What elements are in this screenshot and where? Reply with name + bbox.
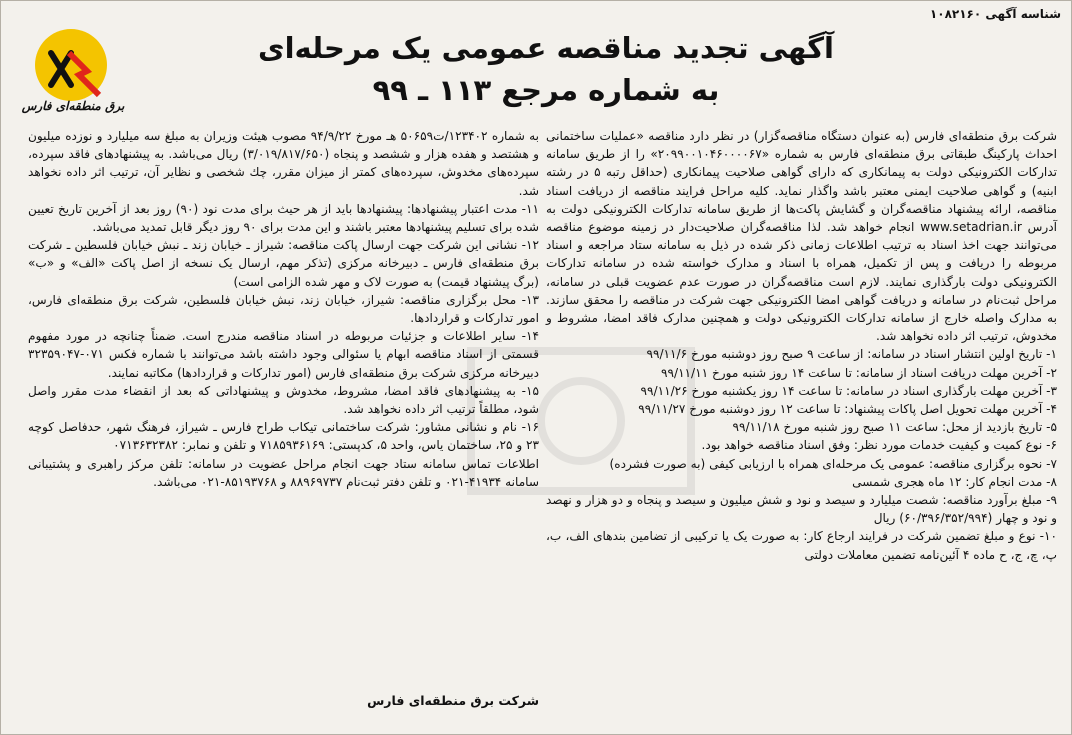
paragraph: ۷- نحوه برگزاری مناقصه: عمومی یک مرحله‌ای همراه با ارزیابی کیفی (به صورت فشرده) (609, 456, 1057, 471)
right-column (546, 127, 1057, 564)
paragraph: اطلاعات تماس سامانه ستاد جهت انجام مراحل عضویت در سامانه: تلفن مرکز راهبری و پشتیبانی سامانه ۴۱۹۳۴-۰۲۱ و تلفن دفتر ثبت‌نام ۸۸۹۶۹۷۳۷ و ۸۵۱۹۳۷۶۸-۰۲۱ می‌باشد. (28, 456, 539, 489)
ad-id: شناسه آگهی ۱۰۸۲۱۶۰ (929, 7, 1061, 21)
paragraph: ۱۴- سایر اطلاعات و جزئیات مربوطه در اسناد مناقصه مندرج است. ضمناً چنانچه در مورد مفهوم قسمتی از اسناد مناقصه ابهام یا سئوالی وجود داشته باشد می‌توانند با شماره فکس ۰۷۱-۳۲۳۵۹۰۴۷ دبیرخانه مرکزی شرکت برق منطقه‌ای فارس (امور تدارکات و قراردادها) مکاتبه نمایند. (28, 329, 539, 380)
paragraph: به شماره ۱۲۳۴۰۲/ت۵۰۶۵۹ هـ مورخ ۹۴/۹/۲۲ مصوب هیئت وزیران به مبلغ سه میلیارد و نوزده میلیون و هشتصد و هفده هزار و ششصد و پنجاه (۳/۰۱۹/۸۱۷/۶۵۰) ریال می‌باشد. به پیشنهادهای فاقد سپرده، سپرده‌های مخدوش، سپرده‌های کمتر از میزان مقرر، چك شخصی و نظایر آن، ترتیب اثر داده نخواهد شد. (28, 129, 539, 198)
paragraph: ۱۱- مدت اعتبار پیشنهادها: پیشنهادها باید از هر حیث برای مدت نود (۹۰) روز بعد از آخرین تاریخ تعیین شده برای تسلیم پیشنهادها معتبر باشند و این مدت برای ۹۰ روز دیگر قابل تمدید می‌باشد. (28, 201, 539, 235)
paragraph: ۲- آخرین مهلت دریافت اسناد از سامانه: تا ساعت ۱۴ روز شنبه مورخ ۹۹/۱۱/۱۱ (661, 365, 1057, 380)
paragraph: ۵- تاریخ بازدید از محل: ساعت ۱۱ صبح روز شنبه مورخ ۹۹/۱۱/۱۸ (732, 420, 1057, 435)
paragraph: ۱۳- محل برگزاری مناقصه: شیراز، خیابان زند، نبش خیابان فلسطین، شرکت برق منطقه‌ای فارس، امور تدارکات و قراردادها. (28, 292, 539, 326)
ad-title (151, 27, 941, 111)
signature: شرکت برق منطقه‌ای فارس (367, 693, 539, 708)
paragraph: ۳- آخرین مهلت بارگذاری اسناد در سامانه: تا ساعت ۱۴ روز یکشنبه مورخ ۹۹/۱۱/۲۶ (640, 383, 1057, 398)
paragraph: شرکت برق منطقه‌ای فارس (به عنوان دستگاه مناقصه‌گزار) در نظر دارد مناقصه «عملیات ساختمانی احداث پارکینگ طبقاتی برق منطقه‌ای فارس به شماره «۲۰۹۹۰۰۱۰۴۶۰۰۰۰۶۷» را از طریق سامانه تدارکات الکترونیکی دولت به پیمانکاری که دارای گواهی صلاحیت پیمانکاری (حداقل رتبه ۵ در رشته ابنیه) و گواهی صلاحیت ایمنی معتبر باشد واگذار نماید. کلیه مراحل فرایند مناقصه از دریافت اسناد مناقصه، ارائه پیشنهاد مناقصه‌گران و گشایش پاکت‌ها از طریق سامانه تدارکات الکترونیکی دولت به آدرس www.setadrian.ir انجام خواهد شد. لذا مناقصه‌گران صلاحیت‌دار در زمینه موضوع مناقصه می‌توانند جهت اخذ اسناد به ترتیب اطلاعات زمانی ذکر شده در ذیل به سامانه ستاد مراجعه و اسناد مربوطه را دریافت و پس از تکمیل، همراه با اسناد و مدارک خواسته شده در سامانه تدارکات الکترونیکی دولت بارگذاری نمایند. لازم است مناقصه‌گران در صورت عدم عضویت قبلی در سامانه، مراحل ثبت‌نام در سامانه و دریافت گواهی امضا الکترونیکی جهت شرکت در مناقصه را محقق سازند. به مدارک واصله خارج از سامانه تدارکات الکترونیکی دولت و همچنین مدارک فاقد امضا، مشروط و مخدوش، ترتیب اثر داده نخواهد شد. (546, 129, 1057, 344)
paragraph: ۶- نوع کمیت و کیفیت خدمات مورد نظر: وفق اسناد مناقصه خواهد بود. (701, 438, 1057, 453)
title-line-2: به شماره مرجع ۱۱۳ ـ ۹۹ (372, 73, 720, 107)
paragraph: ۱- تاریخ اولین انتشار اسناد در سامانه: از ساعت ۹ صبح روز دوشنبه مورخ ۹۹/۱۱/۶ (646, 347, 1057, 362)
title-line-1: آگهی تجدید مناقصه عمومی یک مرحله‌ای (258, 31, 834, 65)
left-column (28, 127, 539, 491)
paragraph: ۹- مبلغ برآورد مناقصه: شصت میلیارد و سیصد و نود و شش میلیون و سیصد و پنجاه و دو هزار و نهصد و نود و چهار (۶۰/۳۹۶/۳۵۲/۹۹۴) ریال (546, 493, 1057, 526)
paragraph: ۴- آخرین مهلت تحویل اصل پاکات پیشنهاد: تا ساعت ۱۲ روز دوشنبه مورخ ۹۹/۱۱/۲۷ (638, 402, 1057, 417)
paragraph: ۱۲- نشانی این شرکت جهت ارسال پاکت مناقصه: شیراز ـ خیابان زند ـ نبش خیابان فلسطین ـ شرکت برق منطقه‌ای فارس ـ دبیرخانه مرکزی (تذکر مهم، ارسال یک نسخه از اصل پاکت «الف» و «ب» (برگ پیشنهاد قیمت) به صورت لاک و مهر شده الزامی است) (28, 238, 539, 289)
paragraph: ۸- مدت انجام کار: ۱۲ ماه هجری شمسی (852, 474, 1057, 489)
paragraph: ۱۶- نام و نشانی مشاور: شرکت ساختمانی تیکاب طراح فارس ـ شیراز، فرهنگ شهر، حدفاصل کوچه ۲۳ و ۲۵، ساختمان یاس، واحد ۵، کدپستی: ۷۱۸۵۹۳۶۱۶۹ و تلفن و نمابر: ۰۷۱۳۶۳۲۳۸۲ (28, 420, 539, 453)
paragraph: ۱۰- نوع و مبلغ تضمین شرکت در فرایند ارجاع کار: به صورت یک یا ترکیبی از تضامین بندهای الف، ب، پ، چ، ج، ح ماده ۴ آئین‌نامه تضمین معاملات دولتی (546, 529, 1057, 562)
paragraph: ۱۵- به پیشنهادهای فاقد امضا، مشروط، مخدوش و پیشنهاداتی که بعد از انقضاء مدت مقرر واصل شود، مطلقاً ترتیب اثر داده نخواهد شد. (28, 383, 539, 417)
logo-text: برق منطقه‌ای فارس (21, 99, 125, 113)
